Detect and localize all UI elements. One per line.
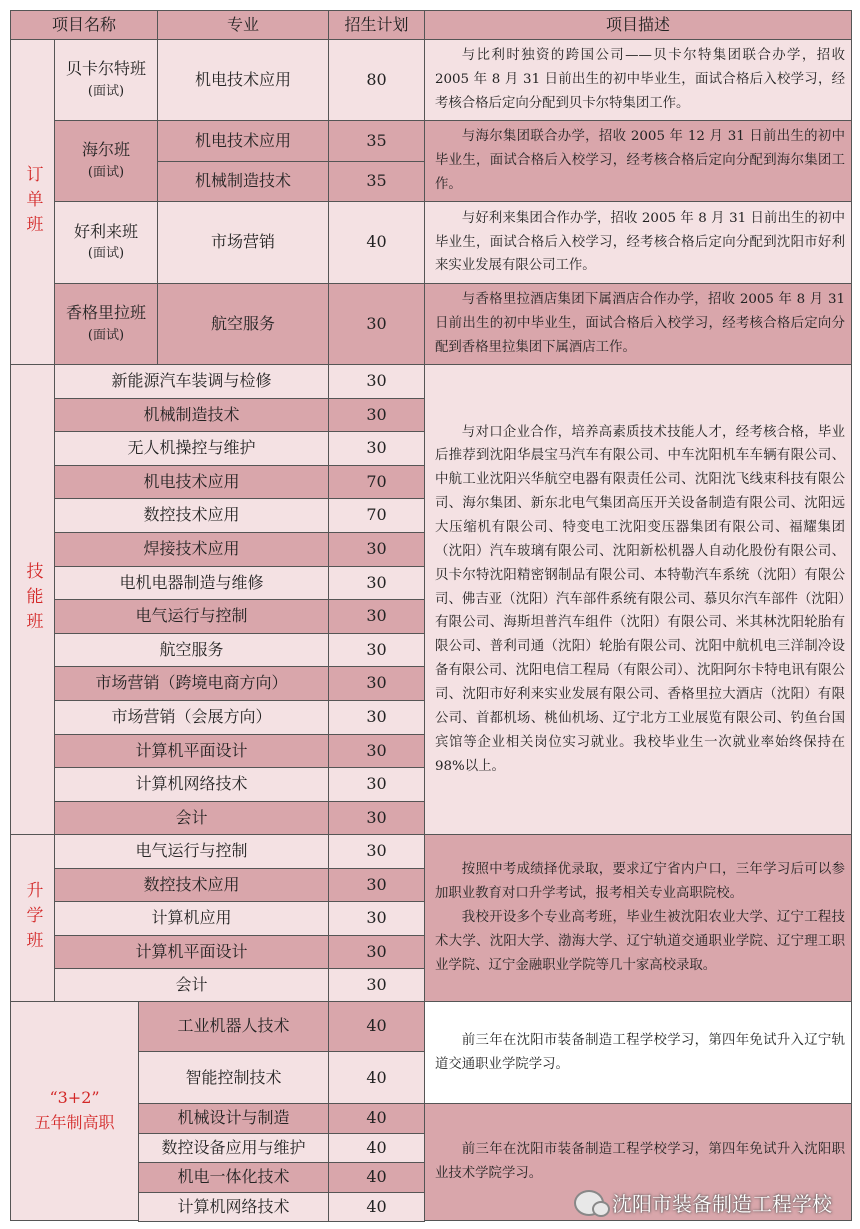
major-cell: 新能源汽车装调与检修 xyxy=(54,364,329,399)
major-cell: 计算机网络技术 xyxy=(138,1192,329,1222)
skill-description-cell xyxy=(424,364,852,835)
plan-cell: 35 xyxy=(328,161,425,202)
plan-cell: 30 xyxy=(328,834,425,869)
major-cell: 数控设备应用与维护 xyxy=(138,1133,329,1163)
plan-cell: 30 xyxy=(328,283,425,365)
plan-cell: 40 xyxy=(328,1001,425,1052)
plan-cell: 30 xyxy=(328,566,425,600)
plan-cell: 30 xyxy=(328,700,425,735)
major-cell: 机械制造技术 xyxy=(54,398,329,432)
description-text: 按照中考成绩择优录取，要求辽宁省内户口，三年学习后可以参加职业教育对口升学考试，报考相关专业高职院校。 xyxy=(435,862,845,902)
class-note: (面试) xyxy=(87,246,125,262)
five-block1-description xyxy=(424,1001,852,1104)
description-text: 与对口企业合作，培养高素质技术技能人才，经考核合格，毕业后推荐到沈阳华晨宝马汽车有限公司、中车沈阳机车车辆有限公司、中航工业沈阳兴华航空电器有限责任公司、沈阳沈飞线束科技有限公司、海尔集团、新东北电气集团高压开关设备制造有限公司、沈阳远大压缩机有限公司、特变电工沈阳变压器集团有限公司、福耀集团（沈阳）汽车玻璃有限公司、沈阳新松机器人自动化股份有限公司、贝卡尔特沈阳精密钢制品有限公司、本特勒汽车系统（沈阳）有限公司、佛吉亚（沈阳）汽车部件系统有限公司、慕贝尔汽车部件（沈阳）有限公司、海斯坦普汽车组件（沈阳）有限公司、米其林沈阳轮胎有限公司、普利司通（沈阳）轮胎有限公司、沈阳中航机电三洋制冷设备有限公司、沈阳电信工程局（有限公司）、沈阳阿尔卡特电讯有限公司、沈阳市好利来实业发展有限公司、香格里拉大酒店（沈阳）有限公司、首都机场、桃仙机场、辽宁北方工业展览有限公司、钓鱼台国宾馆等企业相关岗位实习就业。我校毕业生一次就业率始终保持在 98%以上。 xyxy=(435,424,845,774)
description-text: 前三年在沈阳市装备制造工程学校学习，第四年免试升入辽宁轨道交通职业学院学习。 xyxy=(435,1032,845,1072)
major-cell: 计算机平面设计 xyxy=(54,734,329,768)
major-cell: 工业机器人技术 xyxy=(138,1001,329,1052)
plan-cell: 70 xyxy=(328,498,425,533)
major-cell: 电机电器制造与维修 xyxy=(54,566,329,600)
class-name: 好利来班 xyxy=(73,221,138,241)
class-name: 香格里拉班 xyxy=(65,303,146,323)
upgrade-description-cell xyxy=(424,834,852,1002)
plan-cell: 30 xyxy=(328,633,425,667)
plan-cell: 70 xyxy=(328,465,425,499)
wechat-icon xyxy=(574,1190,604,1216)
major-cell: 计算机应用 xyxy=(54,901,329,936)
header-plan: 招生计划 xyxy=(328,10,425,40)
major-cell: 焊接技术应用 xyxy=(54,532,329,567)
class-name: 海尔班 xyxy=(81,140,130,160)
major-cell: 航空服务 xyxy=(54,633,329,667)
plan-cell: 30 xyxy=(328,398,425,432)
watermark xyxy=(574,1188,832,1217)
major-cell: 数控技术应用 xyxy=(54,498,329,533)
major-cell: 数控技术应用 xyxy=(54,868,329,902)
major-cell: 机电技术应用 xyxy=(54,465,329,499)
class-holiland xyxy=(54,201,158,284)
plan-cell: 30 xyxy=(328,734,425,768)
plan-cell: 30 xyxy=(328,868,425,902)
description-text: 与香格里拉酒店集团下属酒店合作办学，招收 2005 年 8 月 31 日前出生的初中毕业生，面试合格后入校学习，经考核合格后定向分配到香格里拉集团下属酒店工作。 xyxy=(435,292,845,355)
plan-cell: 40 xyxy=(328,1103,425,1134)
description-cell xyxy=(424,120,852,202)
header-major: 专业 xyxy=(157,10,329,40)
major-cell: 航空服务 xyxy=(157,283,329,365)
plan-cell: 30 xyxy=(328,801,425,835)
major-cell: 机电一体化技术 xyxy=(138,1162,329,1193)
major-cell: 机械制造技术 xyxy=(157,161,329,202)
plan-cell: 40 xyxy=(328,201,425,284)
plan-cell: 40 xyxy=(328,1051,425,1105)
plan-cell: 30 xyxy=(328,767,425,802)
description-text: 前三年在沈阳市装备制造工程学校学习，第四年免试升入沈阳职业技术学院学习。 xyxy=(435,1142,845,1181)
description-cell xyxy=(424,39,852,121)
class-name: 贝卡尔特班 xyxy=(65,59,146,79)
plan-cell: 30 xyxy=(328,901,425,936)
group-five-year xyxy=(10,1001,139,1221)
major-cell: 电气运行与控制 xyxy=(54,834,329,869)
group-five-year-bottom: 五年制高职 xyxy=(34,1113,115,1132)
plan-cell: 30 xyxy=(328,666,425,701)
plan-cell: 40 xyxy=(328,1162,425,1193)
plan-cell: 30 xyxy=(328,968,425,1003)
major-cell: 计算机平面设计 xyxy=(54,935,329,969)
major-cell: 计算机网络技术 xyxy=(54,767,329,802)
class-bekaert xyxy=(54,39,158,121)
description-text: 我校开设多个专业高考班，毕业生被沈阳农业大学、辽宁工程技术大学、沈阳大学、渤海大学、辽宁轨道交通职业学院、辽宁理工职业学院、辽宁金融职业学院等几十家高校录取。 xyxy=(435,910,845,973)
plan-cell: 30 xyxy=(328,364,425,399)
class-note: (面试) xyxy=(87,83,125,99)
major-cell: 机械设计与制造 xyxy=(138,1103,329,1134)
header-description: 项目描述 xyxy=(424,10,852,40)
plan-cell: 40 xyxy=(328,1133,425,1163)
major-cell: 会计 xyxy=(54,801,329,835)
plan-cell: 35 xyxy=(328,120,425,162)
description-cell xyxy=(424,283,852,365)
major-cell: 电气运行与控制 xyxy=(54,599,329,634)
class-note: (面试) xyxy=(87,327,125,343)
major-cell: 市场营销（跨境电商方向） xyxy=(54,666,329,701)
group-order-class: 订单班 xyxy=(10,39,55,365)
major-cell: 无人机操控与维护 xyxy=(54,431,329,466)
class-shangrila xyxy=(54,283,158,365)
watermark-text: 沈阳市装备制造工程学校 xyxy=(612,1192,832,1216)
plan-cell: 40 xyxy=(328,1192,425,1222)
plan-cell: 30 xyxy=(328,431,425,466)
plan-cell: 30 xyxy=(328,599,425,634)
class-haier xyxy=(54,120,158,202)
plan-cell: 30 xyxy=(328,532,425,567)
plan-cell: 30 xyxy=(328,935,425,969)
description-text: 与好利来集团合作办学，招收 2005 年 8 月 31 日前出生的初中毕业生，面试合格后入校学习，经考核合格后定向分配到沈阳市好利来实业发展有限公司工作。 xyxy=(435,210,845,274)
header-project-name: 项目名称 xyxy=(10,10,158,40)
class-note: (面试) xyxy=(87,164,125,180)
major-cell: 市场营销 xyxy=(157,201,329,284)
major-cell: 市场营销（会展方向） xyxy=(54,700,329,735)
description-text: 与比利时独资的跨国公司——贝卡尔特集团联合办学，招收 2005 年 8 月 31 日前出生的初中毕业生，面试合格后入校学习，经考核合格后定向分配到贝卡尔特集团工作。 xyxy=(435,48,845,111)
major-cell: 机电技术应用 xyxy=(157,120,329,162)
group-five-year-top: “3+2” xyxy=(49,1088,100,1108)
group-skill-class: 技能班 xyxy=(10,364,55,835)
description-text: 与海尔集团联合办学，招收 2005 年 12 月 31 日前出生的初中毕业生，面试合格后入校学习，经考核合格后定向分配到海尔集团工作。 xyxy=(435,129,845,192)
group-upgrade-class: 升学班 xyxy=(10,834,55,1002)
plan-cell: 80 xyxy=(328,39,425,121)
major-cell: 会计 xyxy=(54,968,329,1003)
description-cell xyxy=(424,201,852,284)
major-cell: 机电技术应用 xyxy=(157,39,329,121)
major-cell: 智能控制技术 xyxy=(138,1051,329,1105)
